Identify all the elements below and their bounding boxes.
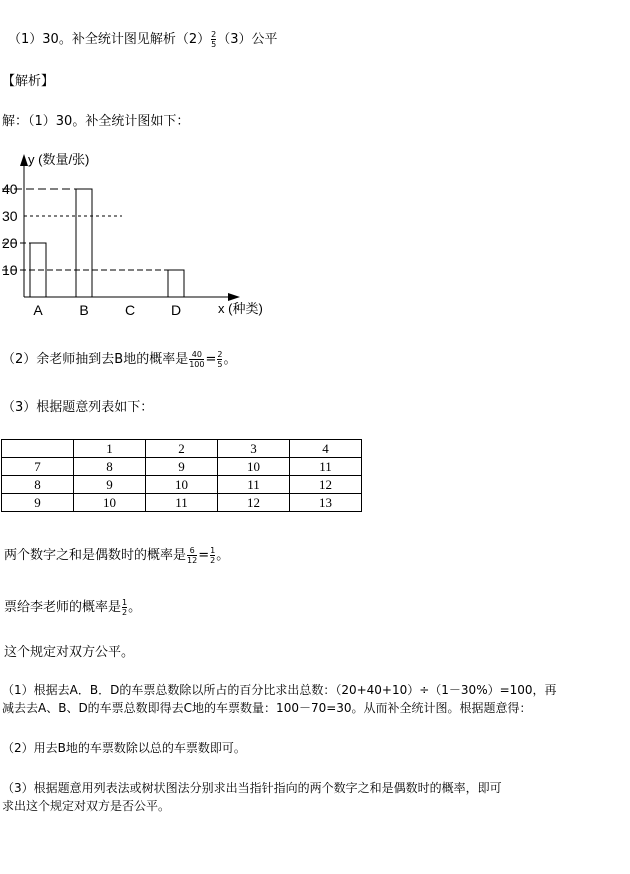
table-cell: 3	[218, 440, 290, 458]
ticket-line	[4, 596, 141, 617]
ticket-text: 票给李老师的概率是	[4, 600, 122, 615]
table-cell	[2, 440, 74, 458]
table-header-row	[2, 440, 362, 458]
y-tick-label: 20	[2, 235, 18, 251]
answer-fraction: $\frac{2}{5}$	[211, 30, 217, 49]
table-cell: 2	[146, 440, 218, 458]
x-tick-label: D	[170, 302, 182, 318]
table-cell: 1	[74, 440, 146, 458]
q2-fraction-2: $\frac{2}{5}$	[217, 350, 223, 369]
y-tick-label: 40	[2, 181, 18, 197]
prob-even-equals: =	[198, 548, 210, 563]
x-tick-label: B	[79, 302, 89, 318]
table-cell: 7	[2, 458, 74, 476]
prob-even-fraction-1: $\frac{6}{12}$	[187, 546, 198, 565]
ticket-end: 。	[128, 600, 142, 615]
explain3-line2: 求出这个规定对双方是否公平。	[2, 799, 171, 813]
y-axis-arrow-icon	[20, 154, 28, 166]
explain1-line1: （1）根据去A．B．D的车票总数除以所占的百分比求出总数：（20+40+10）÷（1－30%）=100，再	[2, 683, 557, 697]
bar-chart	[0, 140, 300, 325]
q2-end: 。	[223, 352, 237, 367]
answer-text-3: （3）公平	[217, 32, 278, 47]
x-tick-label: C	[124, 302, 136, 318]
x-tick-label: A	[33, 302, 43, 318]
table-cell: 10	[218, 458, 290, 476]
q2-text: （2）余老师抽到去B地的概率是	[2, 352, 189, 367]
table-row	[2, 458, 362, 476]
fair-text: 这个规定对双方公平。	[4, 645, 135, 660]
y-tick-label: 10	[2, 262, 18, 278]
table-cell: 10	[146, 476, 218, 494]
prob-even-line	[4, 544, 229, 565]
table-cell: 9	[146, 458, 218, 476]
explain2-text: （2）用去B地的车票数除以总的车票数即可。	[2, 741, 246, 755]
table-cell: 9	[74, 476, 146, 494]
q2-line	[2, 348, 237, 369]
x-axis-arrow-icon	[228, 293, 240, 301]
x-axis-label: x (种类)	[218, 301, 263, 316]
q3-intro: （3）根据题意列表如下：	[2, 400, 154, 415]
table-row	[2, 494, 362, 512]
analysis-header: 【解析】	[2, 74, 55, 89]
answer-line	[8, 28, 277, 49]
prob-even-fraction-2: $\frac{1}{2}$	[210, 546, 216, 565]
answer-text: （1）30。补全统计图见解析（2）	[8, 32, 211, 47]
table-cell: 11	[218, 476, 290, 494]
y-axis-label: y (数量/张)	[28, 152, 90, 167]
table-cell: 11	[290, 458, 362, 476]
q2-equals: =	[205, 352, 217, 367]
q2-fraction-1: $\frac{40}{100}$	[189, 350, 205, 369]
table-row	[2, 476, 362, 494]
sum-table	[1, 439, 362, 512]
prob-even-text: 两个数字之和是偶数时的概率是	[4, 548, 187, 563]
step1-text: 解：（1）30。补全统计图如下：	[2, 114, 190, 129]
ticket-fraction: $\frac{1}{2}$	[122, 598, 128, 617]
table-cell: 12	[218, 494, 290, 512]
y-tick-label: 30	[2, 208, 18, 224]
explain1-line2: 减去去A、B、D的车票总数即得去C地的车票数量：100－70=30。从而补全统计图。根据题意得：	[2, 701, 532, 715]
explain3-line1: （3）根据题意用列表法或树状图法分别求出当指针指向的两个数字之和是偶数时的概率，即可	[2, 781, 502, 795]
table-cell: 10	[74, 494, 146, 512]
bar	[76, 189, 92, 297]
bar	[168, 270, 184, 297]
table-cell: 13	[290, 494, 362, 512]
table-cell: 8	[2, 476, 74, 494]
table-cell: 8	[74, 458, 146, 476]
table-cell: 9	[2, 494, 74, 512]
table-cell: 11	[146, 494, 218, 512]
prob-even-end: 。	[216, 548, 230, 563]
table-cell: 4	[290, 440, 362, 458]
table-cell: 12	[290, 476, 362, 494]
